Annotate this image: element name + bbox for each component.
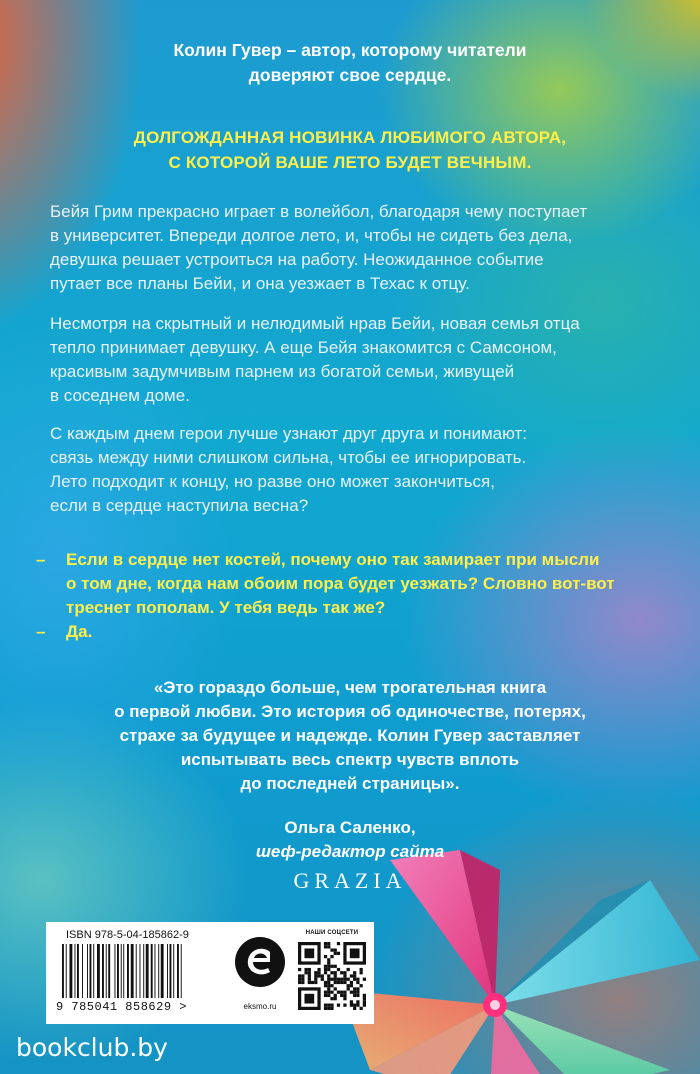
quote-line: о первой любви. Это история об одиночестве, потерях, (114, 702, 586, 721)
isbn-number: ISBN 978-5-04-185862-9 (66, 929, 189, 941)
synopsis-paragraph-1 (50, 200, 670, 296)
dialog-line (36, 620, 676, 644)
quote-line: испытывать весь спектр чувств вплоть (180, 750, 520, 769)
paragraph-line: Лето подходит к концу, но разве оно может закончиться, (50, 472, 495, 491)
paragraph-line: в университет. Впереди долгое лето, и, чтобы не сидеть без дела, (50, 226, 573, 245)
social-title: НАШИ СОЦСЕТИ (305, 930, 359, 936)
dialog-text: Если в сердце нет костей, почему оно так замирает при мысли (66, 550, 600, 569)
ean-digits: 9 785041 858629 > (56, 1000, 187, 1014)
watermark-site: bookclub.by (16, 1033, 168, 1062)
dialog-text: о том дне, когда нам обоим пора будет уезжать? Словно вот-вот (66, 574, 615, 593)
dialog-text: треснет пополам. У тебя ведь так же? (66, 598, 386, 617)
quote-author (0, 816, 700, 864)
paragraph-line: если в сердце наступила весна? (50, 496, 309, 515)
headline-line: С КОТОРОЙ ВАШЕ ЛЕТО БУДЕТ ВЕЧНЫМ. (168, 153, 532, 172)
dialog-dash: – (36, 550, 46, 569)
review-quote (0, 676, 700, 796)
author-name: Ольга Саленко, (284, 818, 416, 837)
paragraph-line: путает все планы Бейи, и она уезжает в Техас к отцу. (50, 274, 470, 293)
headline-line: ДОЛГОЖДАННАЯ НОВИНКА ЛЮБИМОГО АВТОРА, (133, 128, 567, 147)
paragraph-line: красивым задумчивым парнем из богатой семьи, живущей (50, 362, 515, 381)
author-role: шеф-редактор сайта (255, 842, 445, 861)
eksmo-logo-icon (234, 936, 286, 988)
dialog-text: Да. (66, 622, 93, 641)
synopsis-paragraph-2 (50, 312, 670, 408)
tagline-line: Колин Гувер – автор, которому читатели (173, 40, 527, 60)
author-tagline (0, 38, 700, 88)
grazia-logo: GRAZIA (293, 868, 407, 893)
paragraph-line: девушка решает устроиться на работу. Неожиданное событие (50, 250, 544, 269)
quote-line: страхе за будущее и надежде. Колин Гувер заставляет (119, 726, 581, 745)
publisher-site: eksmo.ru (243, 1002, 277, 1011)
qr-code-icon (298, 942, 366, 1010)
barcode-graphic (58, 944, 226, 1006)
paragraph-line: С каждым днем герои лучше узнают друг друга и понимают: (50, 424, 527, 443)
dialog-line (36, 572, 676, 596)
paragraph-line: в соседнем доме. (50, 386, 190, 405)
barcode-panel (46, 922, 374, 1024)
dialog-line (36, 548, 676, 572)
quote-line: до последней страницы». (240, 774, 460, 793)
dialog-excerpt (36, 548, 676, 644)
synopsis-paragraph-3 (50, 422, 670, 518)
headline (0, 125, 700, 175)
dialog-dash: – (36, 622, 46, 641)
dialog-line (36, 596, 676, 620)
paragraph-line: тепло принимает девушку. А еще Бейя знакомится с Самсоном, (50, 338, 557, 357)
paragraph-line: Несмотря на скрытный и нелюдимый нрав Бейи, новая семья отца (50, 314, 580, 333)
paragraph-line: связь между ними слишком сильна, чтобы ее игнорировать. (50, 448, 527, 467)
paragraph-line: Бейя Грим прекрасно играет в волейбол, благодаря чему поступает (50, 202, 588, 221)
tagline-line: доверяют свое сердце. (248, 65, 452, 85)
quote-line: «Это гораздо больше, чем трогательная книга (153, 678, 547, 697)
